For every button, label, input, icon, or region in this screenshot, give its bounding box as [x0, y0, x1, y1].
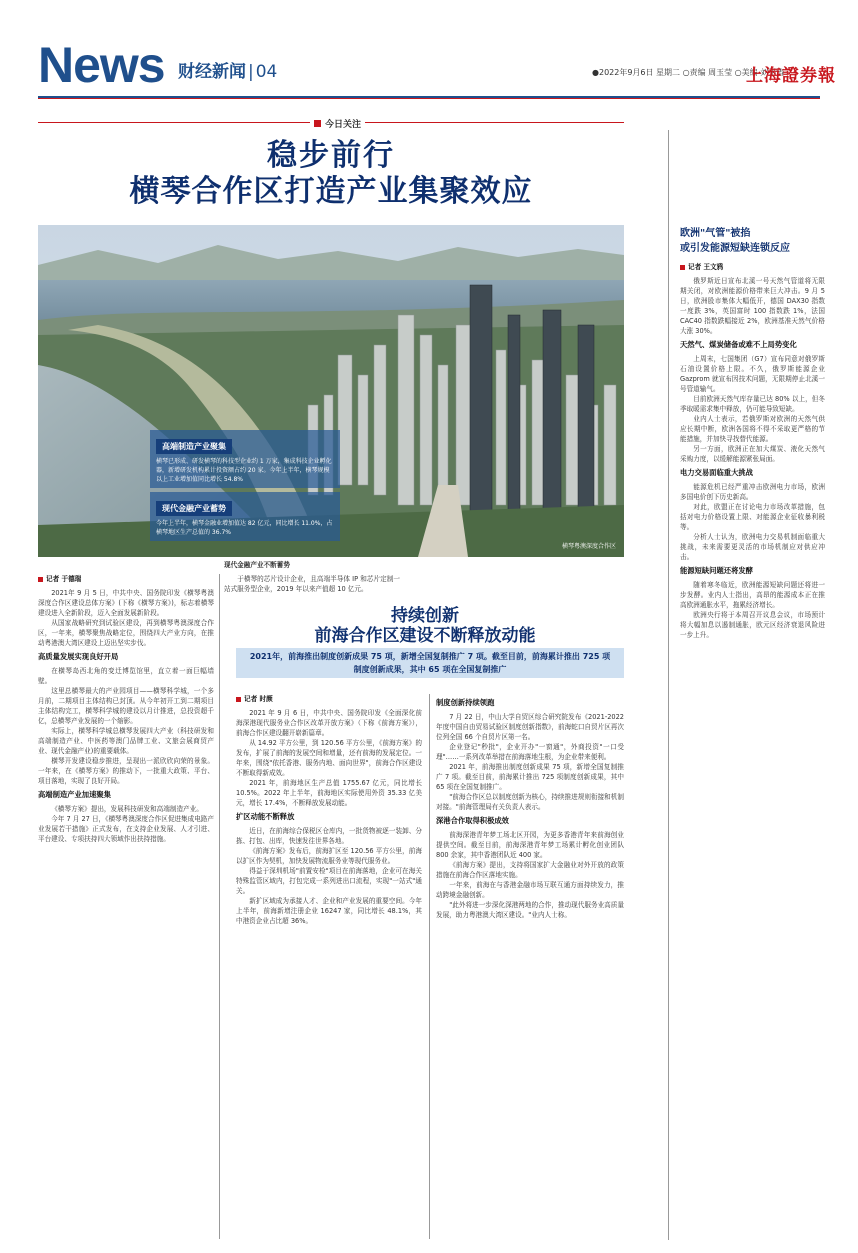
page-number: 04	[255, 62, 278, 82]
article1-column-2: 于横琴的芯片设计企业，且高端半导体 IP 和芯片定制一站式服务型企业，2019 年以来产值超 10 亿元。	[224, 575, 400, 593]
page-header	[0, 0, 858, 100]
article1-column-1: 记者 于德瑞 2021年 9 月 5 日，中共中央、国务院印发《横琴粤澳深度合作区建设总体方案》(下称《横琴方案》)，标志着横琴建设进入全新阶段，迈入全面发展新阶段。 从国家战略研究到试验区建设，再到横琴粤澳深度合作区，一年来，横琴聚焦战略定位，围绕四大产业方向，在推动粤港澳大湾区建设上迈出坚实步伐。 高质量发展实现良好开局 在横琴岛西北角的变迁博览馆里，直立着一面巨幅墙壁。 这里总横琴最大的产业园项目——横琴科学城，一个多月前，二期项目主体结构已封顶。从今年初开工到二期项目主体结构完工，横琴科学城的建设以月计推进，总投资超千亿，总横琴产业发展的一个缩影。 实际上，横琴科学城总横琴发展四大产业（科技研发和高端制造产业、中医药等澳门品牌工业、文旅会展商贸产业、现代金融产业)的重要载体。 横琴开发建设稳步推进，呈现出一派欣欣向荣的景象。一年来，在《横琴方案》的推动下，一批重大政策、平台、项目落地，实现了良好开局。 高端制造产业加速聚集 《横琴方案》提出，发展科技研发和高端制造产业。 今年 7 月 27 日，《横琴粤澳深度合作区促进集成电路产业发展若干措施》正式发布，在支持企业发展、人才引进、平台建设、专项扶持四大领域作出扶持措施。	[38, 575, 214, 843]
byline: 记者 时颜	[236, 694, 422, 704]
article2-headline: 持续创新 前海合作区建设不断释放动能	[314, 606, 536, 647]
subheading: 能源短缺问题还将发酵	[680, 566, 753, 575]
subheading: 电力交易面临重大挑战	[680, 468, 753, 477]
main-headline: 稳步前行 横琴合作区打造产业集聚效应	[129, 138, 533, 209]
info-overlay	[150, 430, 340, 545]
news-logo: News	[38, 37, 165, 93]
tag-square-icon	[314, 120, 321, 127]
section-title: 财经新闻 | 04	[178, 62, 278, 82]
article2-lead: 2021年，前海推出制度创新成果 75 项，新增全国复制推广 7 项。截至目前，前海累计推出 725 项制度创新成果，其中 65 项在全国复制推广	[236, 648, 624, 678]
subheading: 扩区动能不断释放	[236, 812, 295, 821]
sidebar-headline: 欧洲"气管"被掐 或引发能源短缺连锁反应	[680, 228, 790, 254]
byline: 记者 于德瑞	[38, 574, 214, 584]
byline-square-icon	[236, 697, 241, 702]
masthead-logo: 上海證券報	[746, 66, 836, 86]
article1-column-2-visible	[632, 560, 662, 570]
subheading: 高质量发展实现良好开局	[38, 652, 119, 661]
sidebar-column: 记者 王文鸦 俄罗斯近日宣布北溪一号天然气管道将无限期关闭，对欧洲能源价格带来巨大冲击。9 月 5 日，欧洲股市集体大幅低开，德国 DAX30 指数一度跌 3%，英国富时 100 指数跌 1%，法国 CAC40 指数跌幅接近 2%，欧洲基准天然气价格大涨 30%。 天然气、煤炭储备或难不上局势变化 上周末，七国集团（G7）宣布同意对俄罗斯石油设置价格上限。不久，俄罗斯能源企业 Gazprom 就宣布因技术问题，无限期停止北溪一号管道输气。 目前欧洲天然气库存量已达 80% 以上，但冬季取暖需求集中释放，仍可能导致短缺。 业内人士表示，若俄罗斯对欧洲的天然气供应长期中断，欧洲各国将不得不采取更严格的节能措施，并加快寻找替代能源。 另一方面，欧洲正在加大煤炭、液化天然气采购力度，以缓解能源紧张局面。 电力交易面临重大挑战 能源危机已经严重冲击欧洲电力市场，欧洲多国电价创下历史新高。 对此，欧盟正在讨论电力市场改革措施，包括对电力价格设置上限、对能源企业征收暴利税等。 分析人士认为，欧洲电力交易机制面临重大挑战，未来需要更灵活的市场机制应对供应冲击。 能源短缺问题还将发酵 随着寒冬临近，欧洲能源短缺问题还将进一步发酵。业内人士指出，高昂的能源成本正在推高欧洲通胀水平，拖累经济增长。 欧洲央行将于本周召开议息会议，市场预计将大幅加息以遏制通胀，欧元区经济衰退风险进一步上升。	[680, 263, 825, 639]
info-block: 现代金融产业蓄势 今年上半年，横琴金融业增加值达 82 亿元，同比增长 11.0%，占横琴地区生产总值的 36.7%	[150, 492, 340, 541]
byline-square-icon	[38, 577, 43, 582]
column-divider	[429, 694, 430, 1239]
article2-column-2: 制度创新持续领跑 7 月 22 日，中山大学自贸区综合研究院发布《2021-2022 年度中国自由贸易试验区制度创新指数》，前海蛇口自贸片区再次位列全国 66 个自贸片区第一名。 企业登记"秒批"，企业开办"一窗通"，外商投资"一口受理"……一系列改革举措在前海落地生根，为企业带来便利。 2021 年，前海推出制度创新成果 75 项，新增全国复制推广 7 项。截至目前，前海累计推出 725 项制度创新成果，其中 65 项在全国复制推广。 "前海合作区总以制度创新为核心，持续推进规则衔接和机制对接。"前海管理局有关负责人表示。 深港合作取得积极成效 前海深港青年梦工场北区开园，为更多香港青年来前海创业提供空间。截至目前，前海深港青年梦工场累计孵化创业团队 800 余家，其中香港团队近 400 家。 《前海方案》提出，支持将国家扩大金融业对外开放的政策措施在前海合作区落地实施。 一年来，前海在与香港金融市场互联互通方面持续发力，推动跨境金融创新。 "此外将进一步深化深港两地的合作，推动现代服务业高质量发展，助力粤港澳大湾区建设。"业内人士称。	[436, 698, 624, 919]
issue-meta: ●2022年9月6日 星期二 ○责编 周玉莹 ○美编 刘平涛	[592, 68, 785, 77]
subheading: 天然气、煤炭储备或难不上局势变化	[680, 340, 797, 349]
sidebar-divider	[668, 130, 669, 1240]
photo-caption: 横琴粤澳深度合作区	[561, 543, 616, 550]
byline-square-icon	[680, 265, 685, 270]
article1-column-2-under-photo: 现代金融产业不断蓄势	[224, 561, 290, 569]
column-divider	[219, 574, 220, 1239]
subheading: 深港合作取得积极成效	[436, 816, 509, 825]
section-tag: 今日关注	[310, 117, 365, 130]
subheading: 高端制造产业加速聚集	[38, 790, 111, 799]
subheading: 制度创新持续领跑	[436, 698, 495, 707]
byline: 记者 王文鸦	[680, 262, 825, 272]
article2-column-1: 记者 时颜 2021 年 9 月 6 日，中共中央、国务院印发《全面深化前海深港现代服务业合作区改革开放方案》（下称《前海方案》），前海合作区建设翻开崭新篇章。 从 14.92 平方公里，到 120.56 平方公里，《前海方案》的发布，扩展了前海的发展空间和增量，还有前海的发展定位。一年来，围绕"依托香港、服务内地、面向世界"，前海合作区建设不断取得新成效。 2021 年，前海地区生产总值 1755.67 亿元，同比增长 10.5%。2022 年上半年，前海地区实际使用外资 35.33 亿美元，增长 17.4%，不断释放发展动能。 扩区动能不断释放 近日，在前海综合保税区仓库内，一批货物被逐一装卸、分拣、打包、出库，快速发往世界各地。 《前海方案》发布后，前海扩区至 120.56 平方公里，前海以扩区作为契机，加快发展物流服务业等现代服务业。 得益于深圳机场"前置安检"项目在前海落地，企业可在海关特殊监管区域内，打包完成一系列进出口流程，实现"一站式"通关。 新扩区域成为承接人才、企业和产业发展的重要空间。今年上半年，前海新增注册企业 16247 家，同比增长 48.1%，其中港资企业占比超 36%。	[236, 695, 422, 925]
info-block: 高端制造产业聚集 横琴已形成、研发横琴的科技型企业约 1 万家，集成科技企业孵化器，新增研发机构累计投资额占约 20 家。今年上半年，横琴规模以上工业增加值同比增长 54.8%	[150, 430, 340, 488]
header-accent-line	[38, 98, 820, 99]
